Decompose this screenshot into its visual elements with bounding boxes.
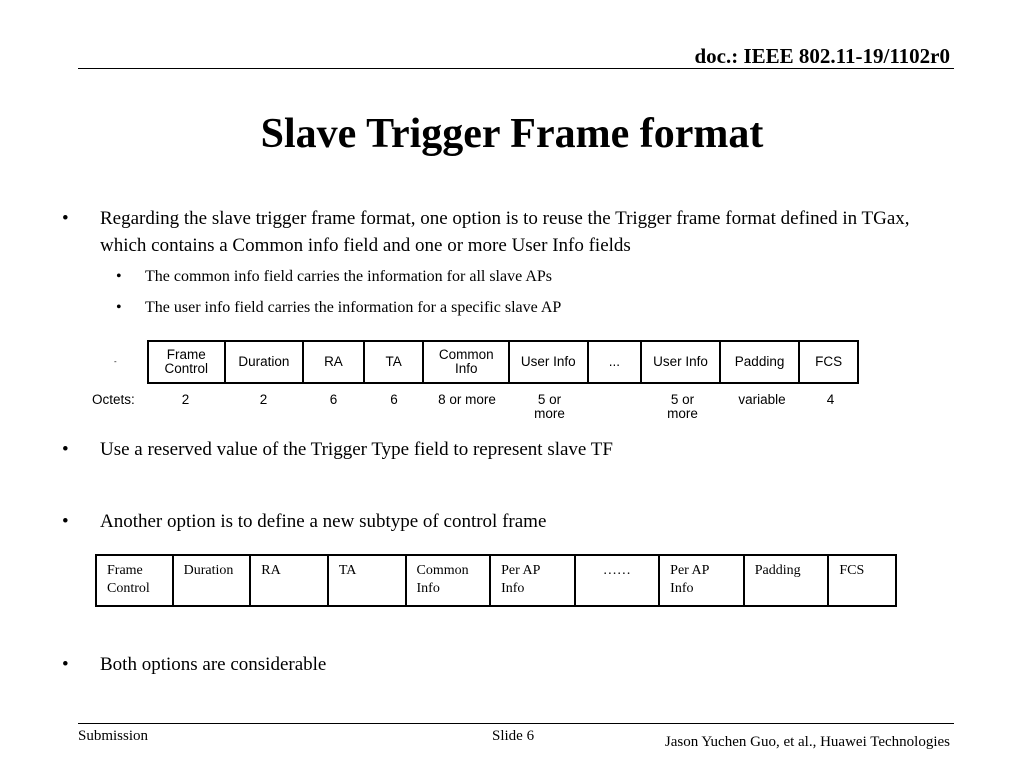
frame-field-cell: TA (365, 342, 425, 382)
field-octets: variable (738, 392, 786, 407)
control-frame-cell: Frame Control (97, 556, 174, 605)
bullet-2-text: Use a reserved value of the Trigger Type field to represent slave TF (100, 439, 613, 460)
field-octets: 6 (329, 392, 338, 407)
bullet-2 (62, 436, 922, 463)
frame-field-cell: User Info (642, 342, 721, 382)
control-frame-cell: Padding (745, 556, 830, 605)
field-octets: 5 or more (667, 392, 698, 421)
sub-bullet-2-text: The user info field carries the information for a specific slave AP (145, 299, 562, 316)
bullet-marker: • (116, 268, 122, 285)
sub-bullet-2 (116, 297, 896, 319)
control-frame-cell: Per AP Info (491, 556, 576, 605)
control-frame-cell: Duration (174, 556, 252, 605)
frame-field-cell: ... (589, 342, 643, 382)
field-octets: 2 (181, 392, 190, 407)
control-frame-table (95, 554, 897, 607)
sub-bullet-1-text: The common info field carries the information for all slave APs (145, 268, 552, 285)
bullet-1 (62, 205, 922, 259)
bullet-3 (62, 508, 922, 535)
frame-field-cell: Duration (226, 342, 305, 382)
document-id: doc.: IEEE 802.11-19/1102r0 (694, 44, 950, 68)
frame-field-cell: Padding (721, 342, 801, 382)
frame-field-cell: Common Info (424, 342, 510, 382)
field-octets: 4 (826, 392, 835, 407)
field-octets: 5 or more (534, 392, 565, 421)
frame-field-cell: RA (304, 342, 365, 382)
frame-field-cell: User Info (510, 342, 589, 382)
control-frame-cell: RA (251, 556, 329, 605)
header-rule (78, 68, 954, 69)
control-frame-cell: Common Info (407, 556, 492, 605)
slide-title: Slave Trigger Frame format (260, 111, 764, 157)
field-octets: 6 (390, 392, 398, 407)
control-frame-cell: Per AP Info (660, 556, 745, 605)
bullet-marker: • (62, 654, 69, 675)
footer-slide-number: Slide 6 (492, 728, 535, 744)
frame-field-cell: FCS (815, 354, 843, 369)
control-frame-cell: FCS (839, 563, 865, 578)
footer-submission: Submission (78, 728, 149, 744)
bullet-marker: • (116, 299, 122, 316)
footer-rule (78, 723, 954, 724)
bullet-4-text: Both options are considerable (100, 654, 327, 675)
frame-field-cell: Frame Control (149, 342, 226, 382)
footer-author: Jason Yuchen Guo, et al., Huawei Technologies (664, 734, 950, 750)
field-octets: 8 or more (438, 392, 496, 407)
field-octets: 2 (259, 392, 268, 407)
trigger-frame-figure (147, 340, 859, 384)
figure-left-mark: - (114, 357, 117, 366)
control-frame-cell: TA (329, 556, 407, 605)
control-frame-cell: …… (576, 556, 661, 605)
octets-label: Octets: (92, 392, 135, 407)
bullet-1-text: Regarding the slave trigger frame format, one option is to reuse the Trigger frame format defined in TGax, which contains a Common info field and one or more User Info fields (100, 208, 910, 256)
bullet-marker: • (62, 208, 69, 229)
bullet-marker: • (62, 511, 69, 532)
bullet-3-text: Another option is to define a new subtype of control frame (100, 511, 547, 532)
sub-bullet-1 (116, 266, 896, 288)
bullet-marker: • (62, 439, 69, 460)
bullet-4 (62, 651, 922, 678)
